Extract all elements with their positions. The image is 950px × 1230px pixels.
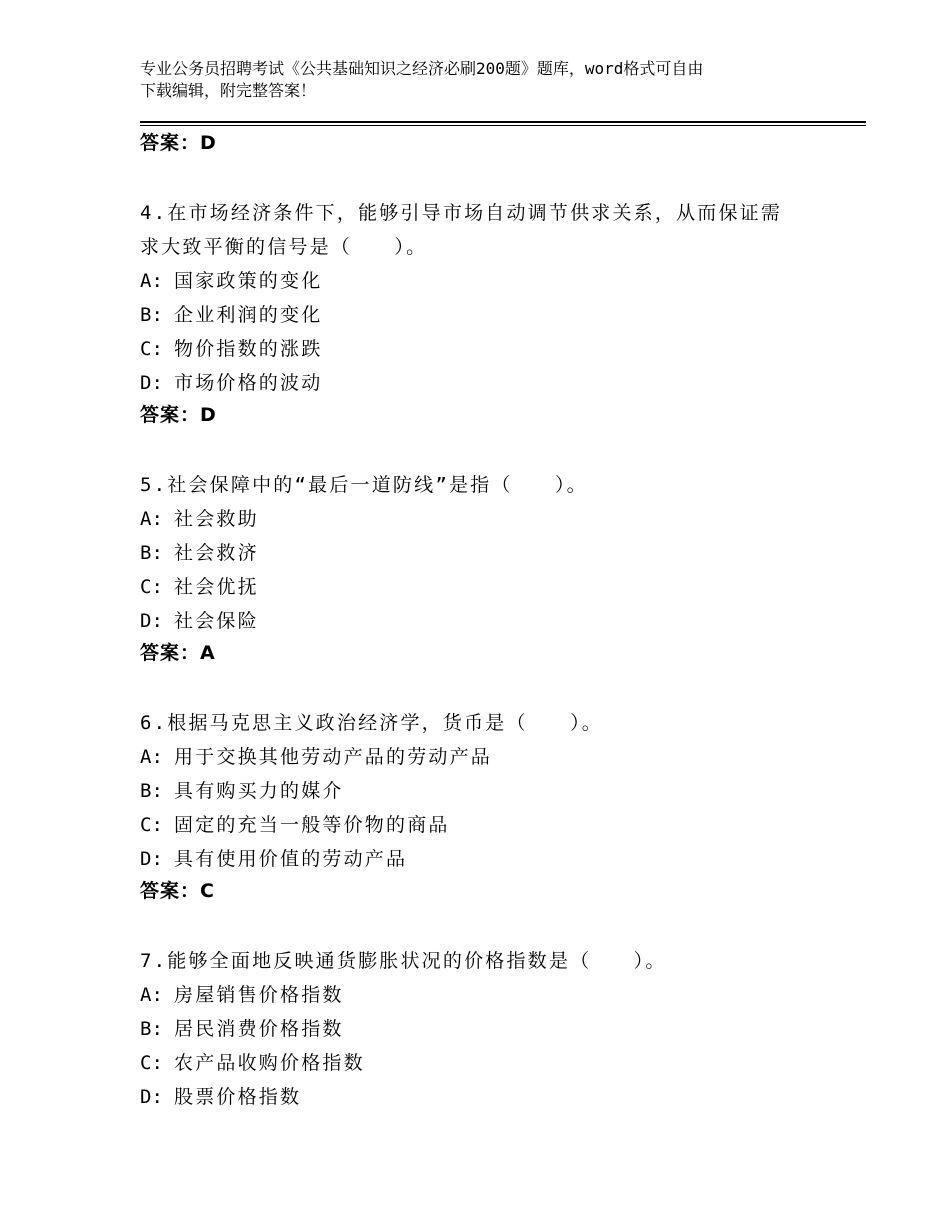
question-title	[140, 944, 840, 978]
option-text: 具有购买力的媒介	[174, 780, 344, 802]
question-7	[140, 944, 840, 1114]
option-text: 股票价格指数	[174, 1086, 302, 1108]
option-b	[140, 298, 840, 332]
answer-label: 答案：	[140, 642, 201, 664]
question-6	[140, 706, 840, 906]
option-key: B:	[140, 542, 163, 564]
option-text: 社会救济	[174, 542, 259, 564]
header-rule-thick	[140, 121, 866, 123]
option-c	[140, 332, 840, 366]
question-title-line-1: 4.在市场经济条件下，能够引导市场自动调节供求关系，从而保证需	[140, 202, 783, 224]
option-d	[140, 604, 840, 638]
question-title-line-1: 6.根据马克思主义政治经济学，货币是（ ）。	[140, 712, 603, 734]
option-key: A:	[140, 508, 163, 530]
option-a	[140, 978, 840, 1012]
option-c	[140, 808, 840, 842]
answer-line	[140, 400, 840, 430]
option-a	[140, 502, 840, 536]
option-key: A:	[140, 270, 163, 292]
question-title	[140, 706, 840, 740]
answer-label: 答案：	[140, 880, 201, 902]
option-text: 农产品收购价格指数	[174, 1052, 365, 1074]
option-b	[140, 1012, 840, 1046]
option-key: A:	[140, 984, 163, 1006]
answer-value: D	[200, 132, 216, 154]
option-text: 房屋销售价格指数	[174, 984, 344, 1006]
option-a	[140, 264, 840, 298]
header-rule-thin	[140, 125, 866, 126]
question-5	[140, 468, 840, 668]
option-text: 社会保险	[174, 610, 259, 632]
option-key: D:	[140, 848, 163, 870]
option-key: B:	[140, 304, 163, 326]
option-text: 具有使用价值的劳动产品	[174, 848, 408, 870]
option-text: 企业利润的变化	[174, 304, 323, 326]
answer-label: 答案：	[140, 132, 201, 154]
option-a	[140, 740, 840, 774]
option-d	[140, 1080, 840, 1114]
question-4	[140, 196, 840, 430]
option-text: 社会优抚	[174, 576, 259, 598]
option-text: 市场价格的波动	[174, 372, 323, 394]
header-line-1: 专业公务员招聘考试《公共基础知识之经济必刷200题》题库，word格式可自由	[140, 59, 704, 78]
question-title-line-1: 5.社会保障中的“最后一道防线”是指（ ）。	[140, 474, 588, 496]
page-header	[140, 58, 810, 102]
option-d	[140, 366, 840, 400]
option-key: D:	[140, 610, 163, 632]
answer-label: 答案：	[140, 404, 201, 426]
document-body	[140, 128, 840, 1114]
option-text: 物价指数的涨跌	[174, 338, 323, 360]
answer-line	[140, 128, 840, 158]
question-title-line-2: 求大致平衡的信号是（ ）。	[140, 236, 428, 258]
option-b	[140, 536, 840, 570]
option-text: 居民消费价格指数	[174, 1018, 344, 1040]
option-text: 固定的充当一般等价物的商品	[174, 814, 450, 836]
option-key: B:	[140, 780, 163, 802]
option-key: D:	[140, 372, 163, 394]
question-title	[140, 468, 840, 502]
option-key: C:	[140, 338, 163, 360]
option-key: C:	[140, 576, 163, 598]
option-key: B:	[140, 1018, 163, 1040]
answer-line	[140, 876, 840, 906]
question-title	[140, 196, 840, 264]
option-text: 国家政策的变化	[174, 270, 323, 292]
option-key: C:	[140, 814, 163, 836]
question-title-line-1: 7.能够全面地反映通货膨胀状况的价格指数是（ ）。	[140, 950, 667, 972]
option-key: A:	[140, 746, 163, 768]
header-line-2: 下载编辑，附完整答案！	[140, 81, 317, 100]
answer-value: A	[200, 642, 215, 664]
option-c	[140, 570, 840, 604]
option-c	[140, 1046, 840, 1080]
option-key: D:	[140, 1086, 163, 1108]
answer-value: C	[200, 880, 214, 902]
option-text: 社会救助	[174, 508, 259, 530]
answer-value: D	[200, 404, 216, 426]
option-key: C:	[140, 1052, 163, 1074]
option-b	[140, 774, 840, 808]
option-text: 用于交换其他劳动产品的劳动产品	[174, 746, 493, 768]
answer-line	[140, 638, 840, 668]
option-d	[140, 842, 840, 876]
